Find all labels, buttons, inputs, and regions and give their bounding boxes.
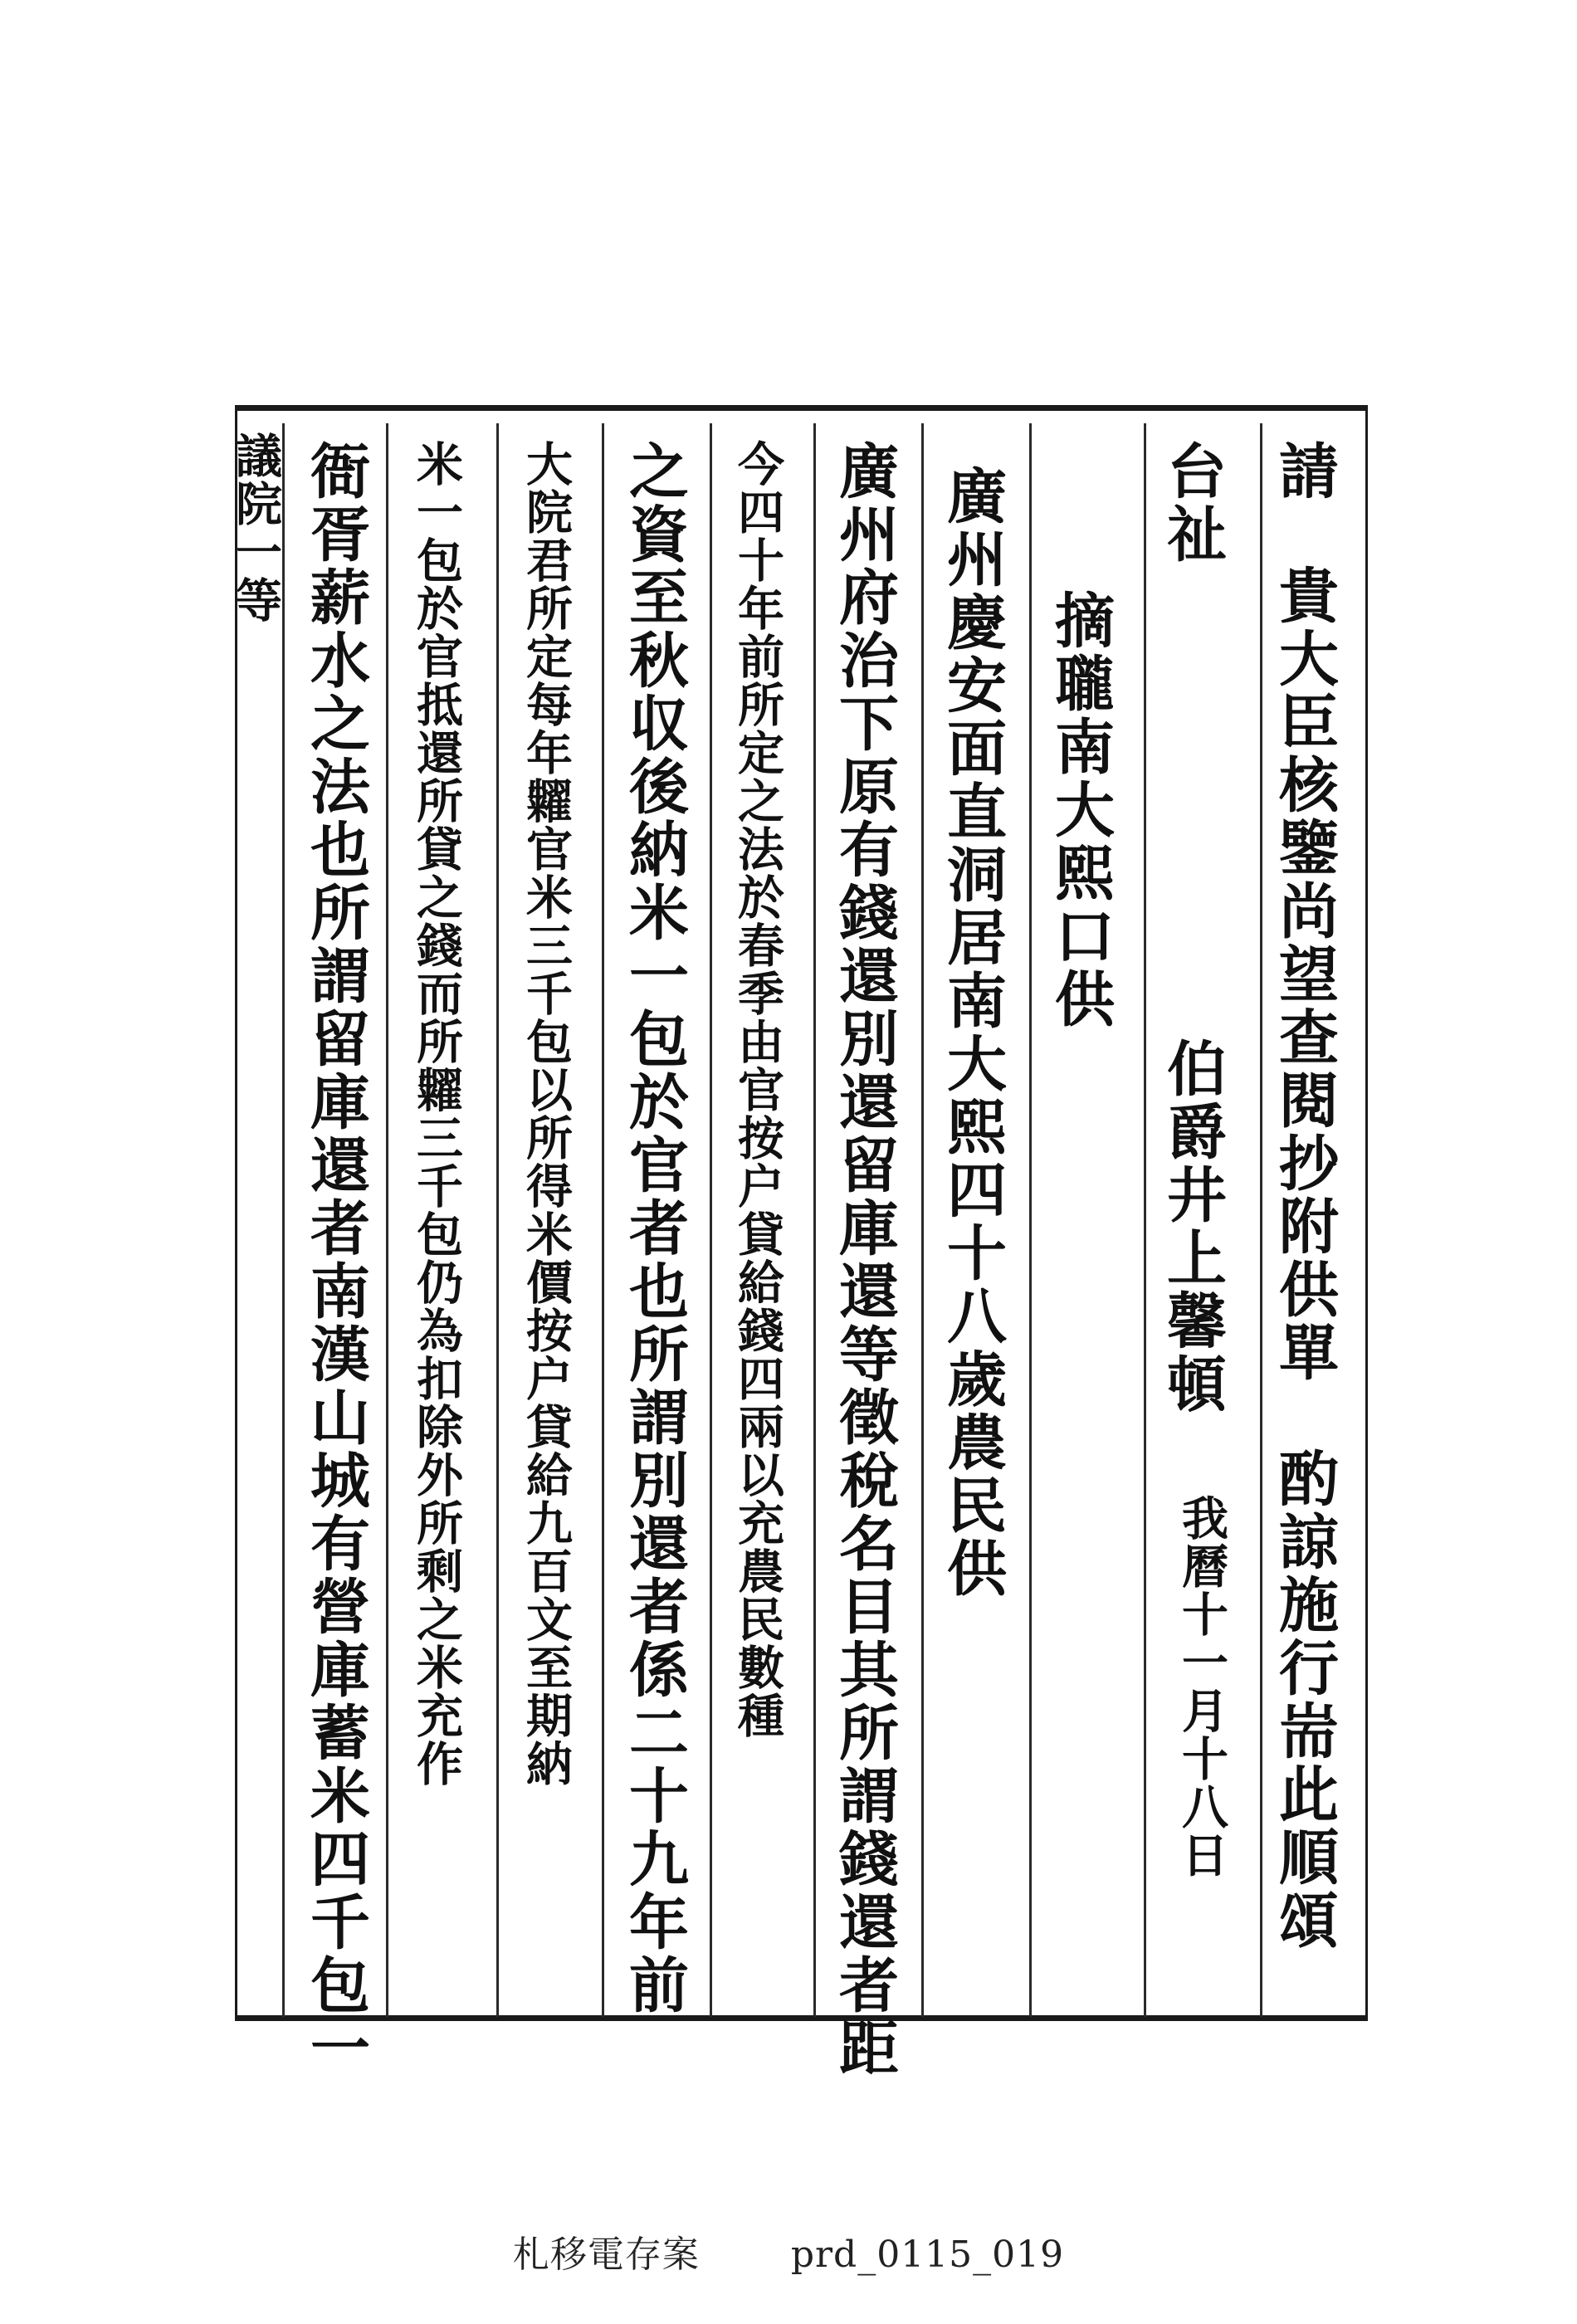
text-column-5 — [937, 465, 1008, 1600]
signature-text: 伯爵井上馨頓 — [1157, 1038, 1228, 1416]
footer — [0, 2224, 1577, 2278]
text-column-1 — [1269, 440, 1340, 503]
text-column-9 — [519, 440, 574, 1788]
column-7-text: 今四十年前所定之法於春季由官按户貸給錢四兩以充農民數種 — [730, 440, 785, 1740]
column-rule — [1029, 423, 1032, 2017]
column-rule — [813, 423, 816, 2017]
text-column-2 — [1157, 440, 1228, 566]
date-text: 我曆十一月十八日 — [1174, 1494, 1229, 1879]
text-column-10 — [409, 440, 464, 1788]
text-column-1-body — [1269, 564, 1340, 1952]
column-rule — [921, 423, 924, 2017]
column-1-top: 請 — [1269, 440, 1340, 503]
column-2-text: 台祉 — [1157, 440, 1228, 566]
column-rule — [386, 423, 388, 2017]
text-column-11 — [300, 440, 371, 2080]
column-6-text: 廣州府治下原有錢還別還留庫還等徵稅名目其所謂錢還者距 — [829, 440, 900, 2080]
text-column-3 — [1157, 1038, 1228, 1416]
column-9-text: 大院君所定每年糶官米三千包以所得米價按户貸給九百文至期納 — [519, 440, 574, 1788]
column-11-text: 衙胥薪水之法也所謂留庫還者南漢山城有營庫蓄米四千包一 — [300, 440, 371, 2080]
column-rule — [282, 423, 285, 2017]
column-rule — [1144, 423, 1146, 2017]
text-column-3-date — [1174, 1494, 1229, 1879]
column-rule — [602, 423, 604, 2017]
footer-title: 札移電存案 — [512, 2234, 700, 2276]
column-rule — [1260, 423, 1262, 2017]
text-column-8 — [619, 440, 690, 2017]
column-5-text: 廣州慶安面直洞居南大熙四十八歲農民供 — [937, 465, 1008, 1600]
column-8-text: 之資至秋収後納米一包於官者也所謂別還者係二十九年前 — [619, 440, 690, 2017]
text-column-4 — [1045, 589, 1116, 1031]
footer-code: prd_0115_019 — [790, 2234, 1065, 2276]
column-10-text: 米一包於官抵還所貸之錢而所糶三千包仍為扣除外所剩之米充作 — [409, 440, 464, 1788]
column-4-text: 摘䏊南大熙口供 — [1045, 589, 1116, 1031]
text-column-6 — [829, 440, 900, 2080]
margin-label — [228, 432, 283, 624]
text-column-7 — [730, 440, 785, 1740]
column-1-text: 貴大臣核鑒尚望查閱抄附供單 酌諒施行耑此順頌 — [1269, 564, 1340, 1952]
column-rule — [496, 423, 499, 2017]
margin-label-text: 議院一等 — [228, 432, 283, 624]
column-rule — [710, 423, 712, 2017]
